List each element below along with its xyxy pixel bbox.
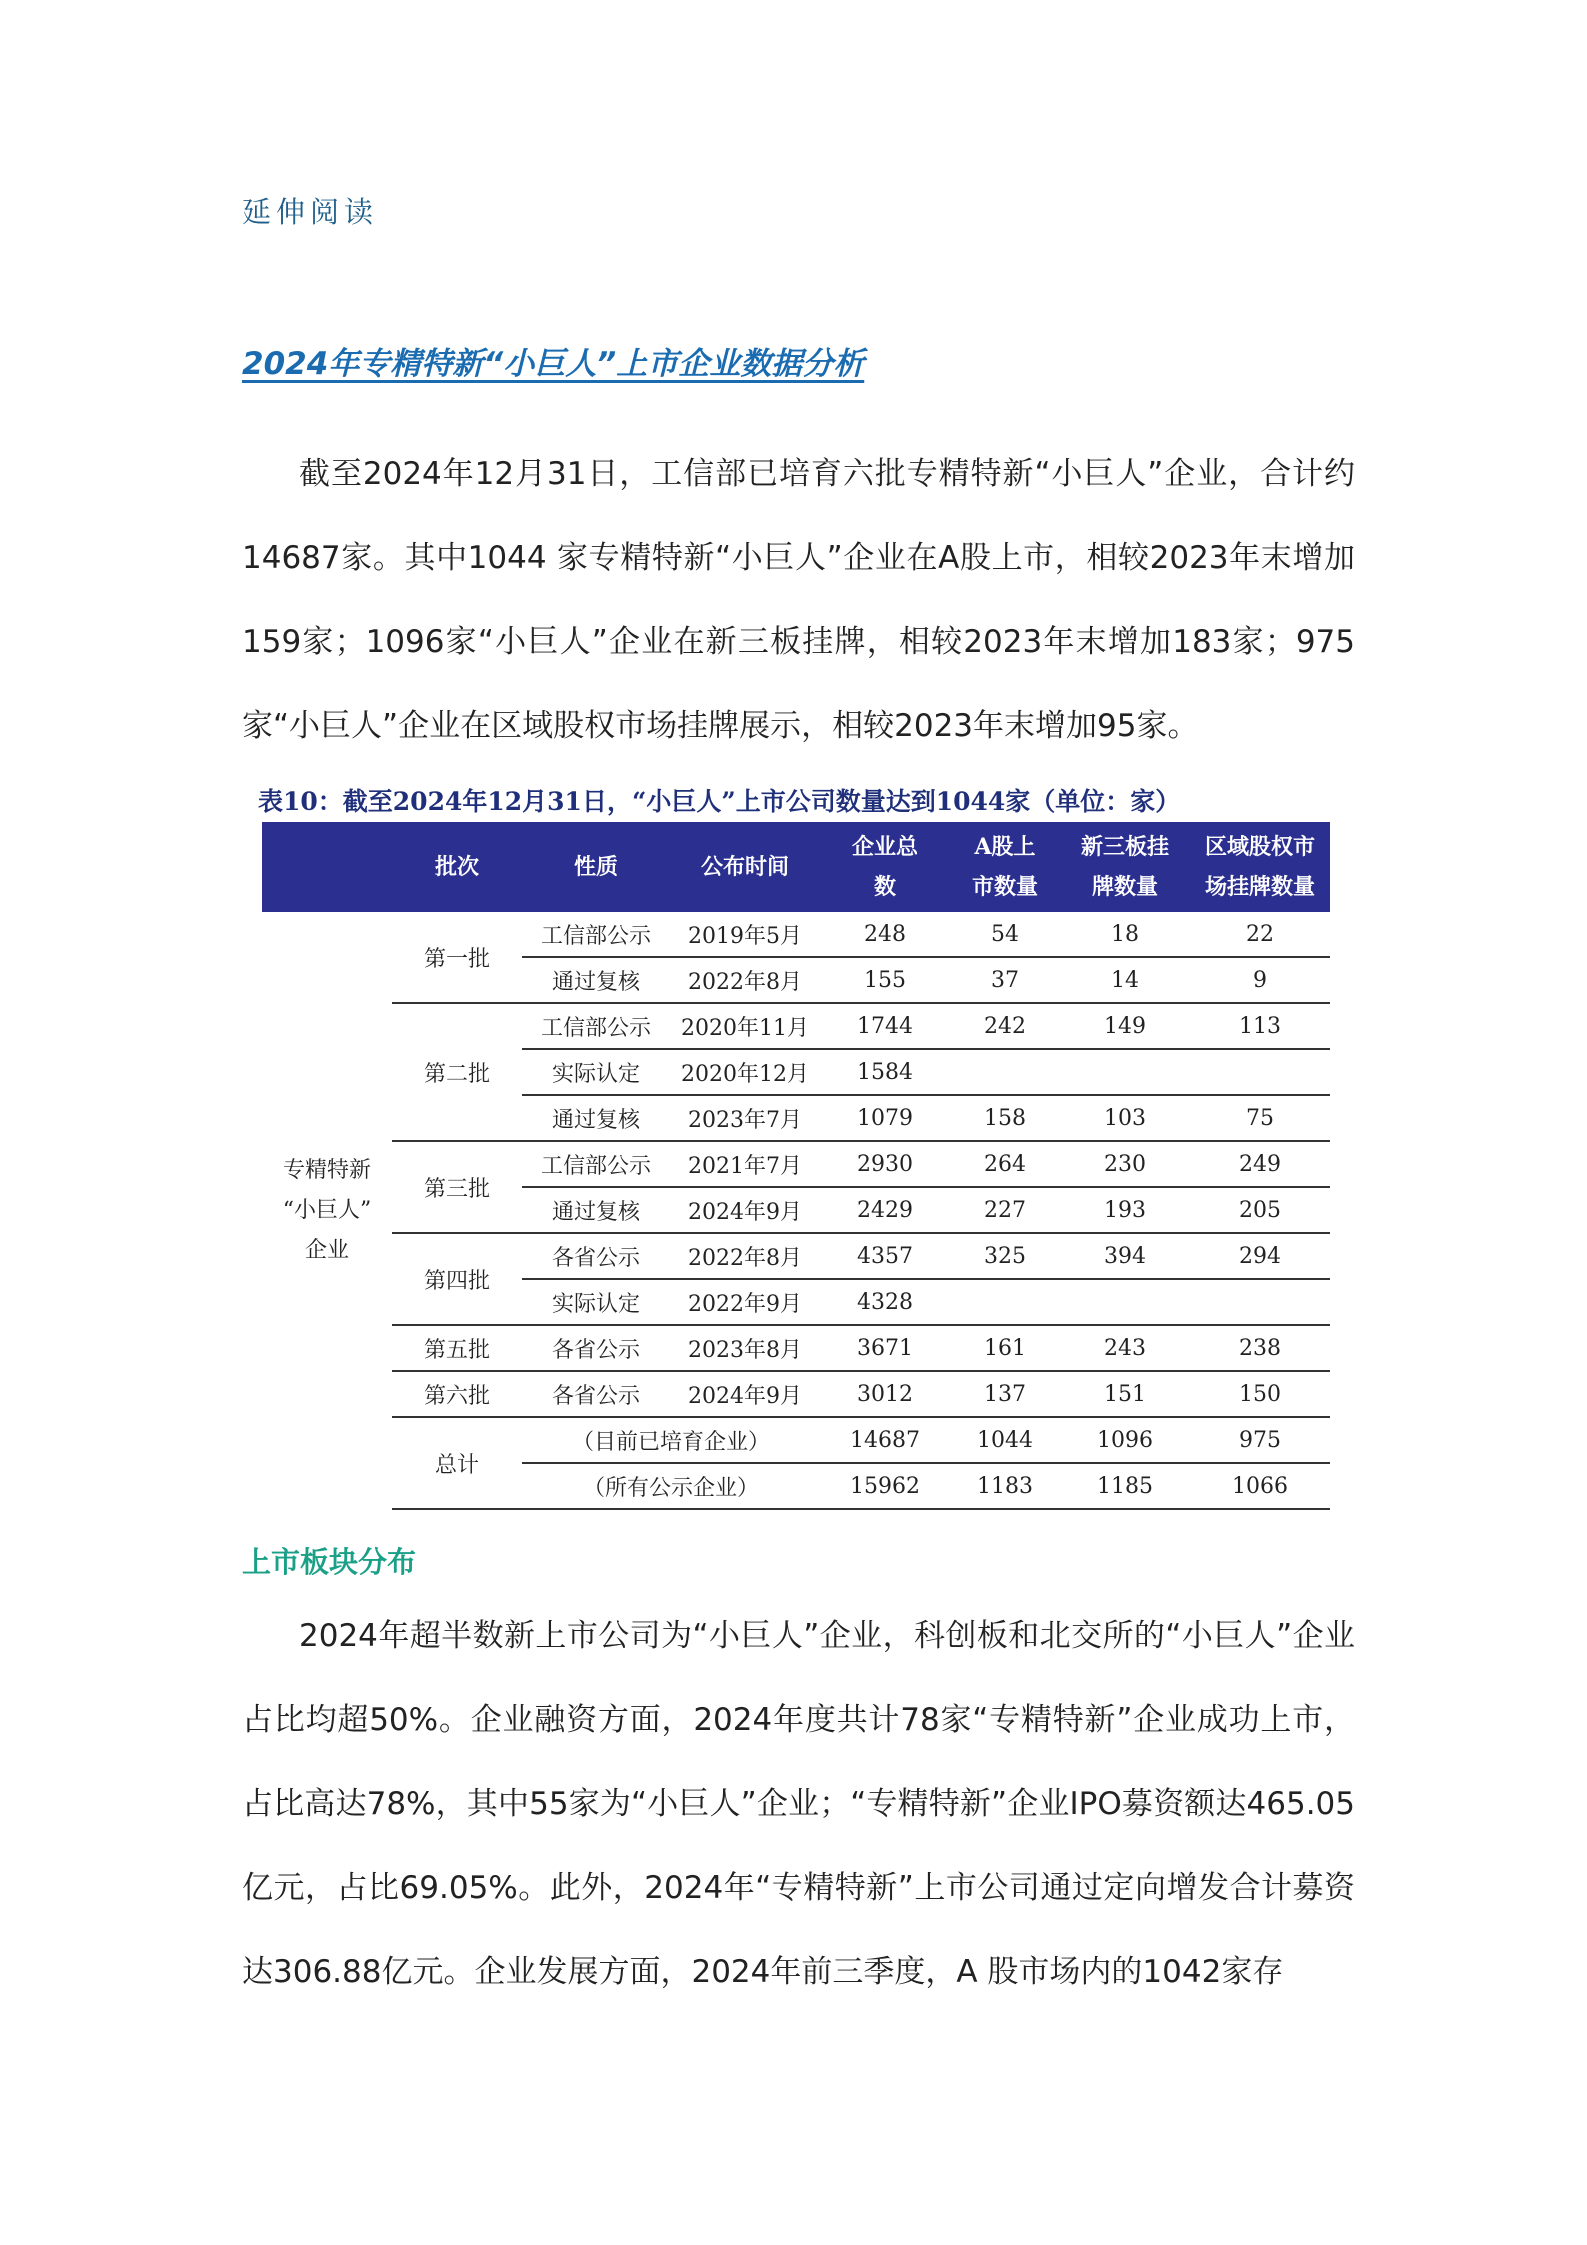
neeq-cell: 243 <box>1060 1325 1190 1371</box>
batch-cell: 第三批 <box>392 1141 522 1233</box>
a-share-cell: 264 <box>950 1141 1060 1187</box>
article-title-link[interactable]: 2024年专精特新“小巨人”上市企业数据分析 <box>242 346 865 382</box>
a-share-cell: 325 <box>950 1233 1060 1279</box>
total-cell: 3012 <box>820 1371 950 1417</box>
nature-cell: 工信部公示 <box>522 1003 670 1049</box>
header-empty <box>262 822 392 912</box>
a-share-cell: 1183 <box>950 1463 1060 1509</box>
neeq-cell: 193 <box>1060 1187 1190 1233</box>
header-total: 企业总 数 <box>820 822 950 912</box>
a-share-cell: 242 <box>950 1003 1060 1049</box>
neeq-cell: 18 <box>1060 912 1190 957</box>
neeq-cell <box>1060 1279 1190 1325</box>
total-cell: 1079 <box>820 1095 950 1141</box>
table-row <box>262 1141 1330 1187</box>
section-subheading: 上市板块分布 <box>242 1545 417 1579</box>
regional-cell: 113 <box>1190 1003 1330 1049</box>
total-cell: 4328 <box>820 1279 950 1325</box>
listed-companies-table <box>262 822 1330 1510</box>
a-share-cell: 54 <box>950 912 1060 957</box>
date-cell: 2024年9月 <box>670 1187 820 1233</box>
a-share-cell <box>950 1049 1060 1095</box>
neeq-cell: 230 <box>1060 1141 1190 1187</box>
total-cell: 1744 <box>820 1003 950 1049</box>
table-row <box>262 912 1330 957</box>
table-header-row <box>262 822 1330 912</box>
body-paragraph: 2024年超半数新上市公司为“小巨人”企业，科创板和北交所的“小巨人”企业占比均超50%。企业融资方面，2024年度共计78家“专精特新”企业成功上市，占比高达78%，其中55家为“小巨人”企业；“专精特新”企业IPO募资额达465.05亿元，占比69.05%。此外，2024年“专精特新”上市公司通过定向增发合计募资达306.88亿元。企业发展方面，2024年前三季度，A 股市场内的1042家存 <box>242 1618 1355 1990</box>
section-label: 延伸阅读 <box>242 195 379 229</box>
a-share-cell <box>950 1279 1060 1325</box>
table-row-total <box>262 1417 1330 1463</box>
regional-cell: 9 <box>1190 957 1330 1003</box>
regional-cell: 975 <box>1190 1417 1330 1463</box>
neeq-cell: 1185 <box>1060 1463 1190 1509</box>
batch-cell-total: 总计 <box>392 1417 522 1509</box>
regional-cell: 150 <box>1190 1371 1330 1417</box>
batch-cell: 第四批 <box>392 1233 522 1325</box>
regional-cell: 238 <box>1190 1325 1330 1371</box>
header-batch: 批次 <box>392 822 522 912</box>
date-cell: 2020年11月 <box>670 1003 820 1049</box>
header-a-share: A股上 市数量 <box>950 822 1060 912</box>
nature-cell: 通过复核 <box>522 1187 670 1233</box>
total-cell: 248 <box>820 912 950 957</box>
nature-cell: 通过复核 <box>522 957 670 1003</box>
regional-cell <box>1190 1049 1330 1095</box>
header-date: 公布时间 <box>670 822 820 912</box>
intro-paragraph: 截至2024年12月31日，工信部已培育六批专精特新“小巨人”企业，合计约14687家。其中1044 家专精特新“小巨人”企业在A股上市，相较2023年末增加159家；1096家“小巨人”企业在新三板挂牌，相较2023年末增加183家；975家“小巨人”企业在区域股权市场挂牌展示，相较2023年末增加95家。 <box>242 456 1355 744</box>
regional-cell: 249 <box>1190 1141 1330 1187</box>
date-cell: 2021年7月 <box>670 1141 820 1187</box>
date-cell: 2020年12月 <box>670 1049 820 1095</box>
header-regional: 区域股权市 场挂牌数量 <box>1190 822 1330 912</box>
date-cell: 2022年9月 <box>670 1279 820 1325</box>
a-share-cell: 137 <box>950 1371 1060 1417</box>
total-cell: 2930 <box>820 1141 950 1187</box>
a-share-cell: 158 <box>950 1095 1060 1141</box>
total-cell: 4357 <box>820 1233 950 1279</box>
date-cell: 2019年5月 <box>670 912 820 957</box>
batch-cell: 第六批 <box>392 1371 522 1417</box>
table-row <box>262 1371 1330 1417</box>
table-row <box>262 1325 1330 1371</box>
neeq-cell: 14 <box>1060 957 1190 1003</box>
neeq-cell: 149 <box>1060 1003 1190 1049</box>
date-cell: 2022年8月 <box>670 1233 820 1279</box>
nature-cell: 各省公示 <box>522 1371 670 1417</box>
total-cell: 14687 <box>820 1417 950 1463</box>
nature-cell: 工信部公示 <box>522 912 670 957</box>
table-caption: 表10：截至2024年12月31日，“小巨人”上市公司数量达到1044家（单位：家） <box>258 787 1181 816</box>
a-share-cell: 161 <box>950 1325 1060 1371</box>
a-share-cell: 227 <box>950 1187 1060 1233</box>
total-cell: 2429 <box>820 1187 950 1233</box>
total-cell: 1584 <box>820 1049 950 1095</box>
total-cell: 15962 <box>820 1463 950 1509</box>
nature-cell: 实际认定 <box>522 1279 670 1325</box>
nature-cell: （目前已培育企业） <box>522 1417 820 1463</box>
date-cell: 2024年9月 <box>670 1371 820 1417</box>
date-cell: 2022年8月 <box>670 957 820 1003</box>
neeq-cell: 1096 <box>1060 1417 1190 1463</box>
regional-cell: 205 <box>1190 1187 1330 1233</box>
date-cell: 2023年7月 <box>670 1095 820 1141</box>
group-label: 专精特新 “小巨人” 企业 <box>282 1157 372 1263</box>
batch-cell: 第一批 <box>392 912 522 1003</box>
neeq-cell: 394 <box>1060 1233 1190 1279</box>
header-neeq: 新三板挂 牌数量 <box>1060 822 1190 912</box>
batch-cell: 第二批 <box>392 1003 522 1141</box>
regional-cell: 294 <box>1190 1233 1330 1279</box>
table-row <box>262 1003 1330 1049</box>
a-share-cell: 1044 <box>950 1417 1060 1463</box>
nature-cell: 通过复核 <box>522 1095 670 1141</box>
regional-cell: 1066 <box>1190 1463 1330 1509</box>
nature-cell: 工信部公示 <box>522 1141 670 1187</box>
date-cell: 2023年8月 <box>670 1325 820 1371</box>
total-cell: 3671 <box>820 1325 950 1371</box>
neeq-cell: 151 <box>1060 1371 1190 1417</box>
regional-cell <box>1190 1279 1330 1325</box>
nature-cell: 实际认定 <box>522 1049 670 1095</box>
a-share-cell: 37 <box>950 957 1060 1003</box>
regional-cell: 22 <box>1190 912 1330 957</box>
table-row <box>262 1233 1330 1279</box>
neeq-cell <box>1060 1049 1190 1095</box>
nature-cell: 各省公示 <box>522 1233 670 1279</box>
header-nature: 性质 <box>522 822 670 912</box>
regional-cell: 75 <box>1190 1095 1330 1141</box>
total-cell: 155 <box>820 957 950 1003</box>
nature-cell: （所有公示企业） <box>522 1463 820 1509</box>
batch-cell: 第五批 <box>392 1325 522 1371</box>
neeq-cell: 103 <box>1060 1095 1190 1141</box>
nature-cell: 各省公示 <box>522 1325 670 1371</box>
